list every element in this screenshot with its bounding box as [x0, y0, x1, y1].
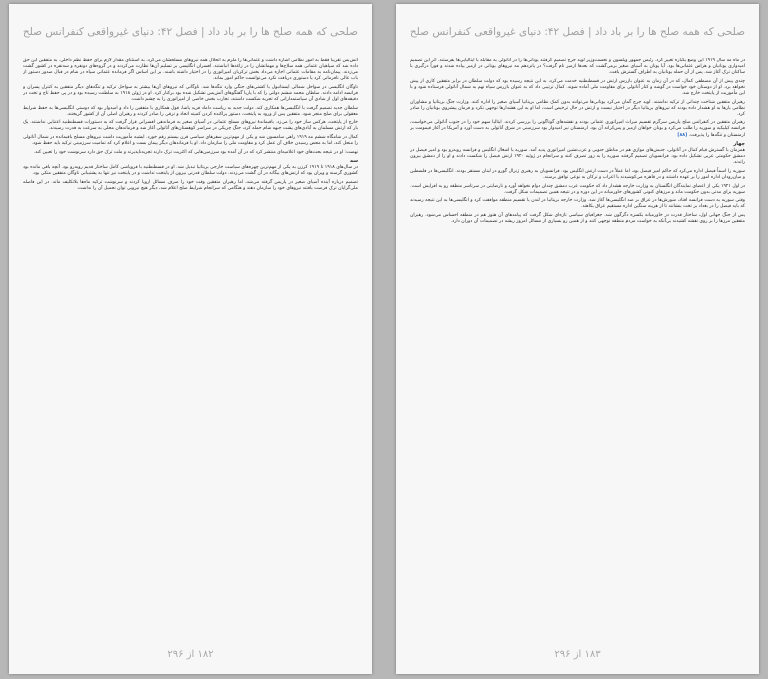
paragraph: نهضت: او در نتیجه بحث‌های خود اعلامیه‌ای منتشر کرد که در آن آمده بود سرزمین‌هایی که اکثریت ترک دارند تجزیه‌ناپذیرند و ملت ترک حق دارد سرنوشت خود را تعیین کند.	[33, 149, 358, 155]
paragraph: در ماه مه سال ۱۹۱۹ این وضع یکباره تغییر کرد. رئیس جمهور ویلسون و نخست‌وزیر لوید جرج تصمیم گرفتند یونانی‌ها را در آناتولی به مقابله با ایتالیایی‌ها بفرستند. اثر این تصمیم امیدواری یونانیان و هراس عثمانی‌ها بود. آیا یونان به آسیای صغیر برمی‌گشت که بعدها ازمیر نام گرفت؟ در پانزدهم مه نیروهای یونانی در ازمیر پیاده شدند و فوراً درگیری با ساکنان ترک آغاز شد. پس از آن حمله یونانیان به اطراف گسترش یافت.	[410, 58, 745, 76]
footnote-link[interactable]: [۸۸]	[677, 132, 688, 138]
paragraph: سلطان جدید تصمیم گرفت با انگلیسی‌ها همکاری کند. دولت جدید به ریاست داماد فرید پاشا، قول همکاری با متفقین را داد و امیدوار بود که دوستی انگلیسی‌ها به حفظ شرایط معقولی برای صلح منجر شود. متفقین پس از ورود به پایتخت، دستور پراکنده کردن کمیته اتحاد و ترقی را صادر کردند و رهبران اصلی آن از کشور گریختند.	[23, 105, 358, 117]
paragraph: تصمیم درباره آینده آسیای صغیر در پاریس گرفته می‌شد، اما رهبران متفقین وقت خود را صرف مسائل اروپا کردند و سرنوشت ترکیه ماه‌ها بلاتکلیف ماند. در این فاصله ملی‌گرایان ترک فرصت یافتند نیروهای خود را سازمان دهند و هنگامی که سرانجام شرایط صلح اعلام شد، دیگر هیچ نیرویی توان تحمیل آن را نداشت.	[23, 180, 358, 192]
section-title: چهار	[733, 141, 745, 148]
page-number: ۱۸۳ از ۲۹۶	[554, 649, 601, 660]
page-body	[23, 58, 358, 618]
left-page	[9, 4, 372, 674]
page-header: صلحی که همه صلح ها را بر باد داد | فصل ۴۲: دنیای غیرواقعی کنفرانس صلح	[410, 26, 745, 38]
paragraph: رهبران متفقین شناخت چندانی از ترکیه نداشتند. لوید جرج گمان می‌کرد یونانی‌ها می‌توانند بدون کمک نظامی بریتانیا آسیای صغیر را اداره کنند. وزارت جنگ بریتانیا و مشاوران نظامی بارها به او هشدار داده بودند که نیروهای بریتانیا دیگر در اختیار نیست و ارتش در حال ترخیص است، اما او به این هشدارها توجهی نکرد و فرمان پیشروی یونانیان را صادر کرد.	[410, 99, 745, 117]
right-page	[396, 4, 759, 674]
paragraph: در سال‌های ۱۹۱۸ تا ۱۹۱۹ کرزن به یکی از مهم‌ترین چهره‌های سیاست خارجی بریتانیا تبدیل شد. او در قسطنطنیه با فروپاشی کامل ساختار قدیم روبه‌رو بود. آنچه باقی مانده بود کشوری گرسنه و ویران بود که ارتش‌های بیگانه در آن گشت می‌زدند. دولت سلطان قدرتی بیرون از پایتخت نداشت و در پایتخت نیز تنها به پشتیبانی ناوگان متفقین متکی بود.	[23, 165, 358, 177]
page-body	[410, 58, 745, 618]
page-number: ۱۸۲ از ۲۹۶	[167, 649, 214, 660]
paragraph-with-note	[410, 120, 745, 138]
paragraph: وقتی سوریه به دست فرانسه افتاد، شورش‌ها در عراق بر ضد انگلیسی‌ها آغاز شد. وزارت خارجه بریتانیا در لندن با تقسیم منطقه موافقت کرد و انگلیسی‌ها به این نتیجه رسیدند که باید فیصل را در بغداد بر تخت بنشانند تا از هزینه سنگین اداره مستقیم عراق بکاهند.	[410, 198, 745, 210]
paragraph: سوریه را اسماً فیصل اداره می‌کرد که حاکم امیر فیصل بود، اما عملاً در دست ارتش انگلیس بود. فرانسویان به رهبری ژنرال گورو در لبنان مستقر بودند. انگلیسی‌ها در فلسطین و میان‌رودان اداره امور را بر عهده داشتند و در قاهره می‌کوشیدند با اعراب و ترکان به نوعی توافق برسند.	[410, 168, 745, 180]
paragraph: در اول ۱۹۲۱ یکی از اعضای نمایندگان انگلستان به وزارت خارجه هشدار داد که حکومت عرب دمشق چندان دوام نخواهد آورد و نارضایتی در سرتاسر منطقه رو به افزایش است. سوریه برای مدتی بدون حکومت ماند و مرزهای کنونی کشورهای خاورمیانه در این دوره و در نتیجه همین تصمیمات شکل گرفت.	[410, 183, 745, 195]
section-title: سه	[350, 158, 358, 165]
page-header: صلحی که همه صلح ها را بر باد داد | فصل ۴۲: دنیای غیرواقعی کنفرانس صلح	[23, 26, 358, 38]
paragraph: پس از جنگ جهانی اول، ساختار قدرت در خاورمیانه یکسره دگرگون شد. جغرافیای سیاسی تازه‌ای شکل گرفت که پیامدهای آن هنوز هم در منطقه احساس می‌شود. رهبران متفقین مرزها را بر روی نقشه کشیدند بی‌آنکه به خواست مردم منطقه توجهی کنند و از همین رو بسیاری از مسائل امروز ریشه در تصمیمات آن دوران دارد.	[410, 212, 745, 225]
paragraph: آتش‌بس تقریباً فقط به امور نظامی اشاره داشت و عثمانی‌ها را ملزم به انحلال همه نیروهای مسلحشان می‌کرد، به استثنای مقدار لازم برای حفظ نظم داخلی. به متفقین این حق داده شد که سپاهیان عثمانی همه سلاح‌ها و مهماتشان را در زاغه‌ها انباشتند. افسران انگلیسی بر تسلیم آن‌ها نظارت می‌کردند و در گروه‌های دونفره و سه‌نفره در کشور گشت می‌زدند. پیمان‌نامه به مقامات عثمانی اجازه می‌داد بخش ترکزبان امپراتوری را در اختیار داشته باشند. بر این اساس اگر فرمانده عثمانی سپاه در شام در قبال صدور دستور از باب عالی نافرمانی کرد یا دستوری دریافت نکرد می‌توانست حاکم امور بماند.	[23, 58, 358, 82]
paragraph: چندی پیش از آن مصطفی کمال، که در آن زمان به عنوان بازرس ارتش در قسطنطنیه خدمت می‌کرد، به این نتیجه رسیده بود که دولت سلطان در برابر متفقین کاری از پیش نخواهد برد. او از دوستان خود خواست در گوشه و کنار آناتولی برای مقاومت ملی آماده شوند. کمال ترتیبی داد که به عنوان بازرس سپاه نهم به شمال آناتولی فرستاده شود و با این مأموریت از پایتخت خارج شد.	[410, 78, 745, 96]
paragraph: ناوگان انگلیسی در سواحل شمالی ایستانبول با کشتی‌های جنگی وارد تنگه‌ها شد. ناوگانی که نیروهای آن‌ها بیشتر به سواحل ترکیه و تنگه‌های دیگر متفقین به کنترل پسران و فرانسه ادامه دادند. سلطان محمد ششم دولتی را که با پاریا گفتگوهای آتش‌بس تشکیل شده بود برکنار کرد. او در ژوئن ۱۹۱۸ به سلطنت رسیده بود و در پی حفظ تاج و تخت در دقیقه‌های اول از شادی آن سیاستمدارانی که تجربه شکست داشتند، تجارب بخش خاصی از امپراتوری را به چشم داشت.	[23, 84, 358, 103]
paragraph-text: رهبران متفقین در کنفرانس صلح پاریس سرگرم تقسیم میراث امپراتوری عثمانی بودند و نقشه‌های گوناگونی را بررسی کردند. ایتالیا سهم خود را در جنوب آناتولی می‌خواست، فرانسه کیلیکیه و سوریه را طلب می‌کرد و یونان خواهان ازمیر و پس‌کرانه آن بود. ارمنستان نیز امیدوار بود سرزمینی در شرق آناتولی به دست آورد و آمریکا در آغاز قیمومت بر ارمنستان و تنگه‌ها را پذیرفت.	[410, 120, 745, 138]
paragraph: همزمان با گسترش قیام کمال در آناتولی، جنبش‌های موازی هم در مناطق جنوبی و عرب‌نشین امپراتوری پدید آمد. سوریه با اشغال انگلیس و فرانسه روبه‌رو بود و امیر فیصل در دمشق حکومتی عربی تشکیل داده بود. فرانسویان تصمیم گرفتند سوریه را به زور تصرف کنند و سرانجام در ژوئیه ۱۹۲۰ ارتش فیصل را شکست دادند و او را از دمشق بیرون راندند.	[410, 148, 745, 166]
paragraph: کمال در شامگاه ششم مه ۱۹۱۹ راهی سامسون شد و یکی از مهم‌ترین سفرهای سیاسی قرن بیستم رقم خورد. ایشبه مأموریت داشت نیروهای مسلح باقیمانده در شمال آناتولی را منحل کند، اما به محض رسیدن خلاف آن عمل کرد و مقاومت ملی را سازمان داد. او با فرماندهان دیگر پیمان بست و اعلام کرد که تمامیت سرزمینی ترکیه باید حفظ شود.	[23, 135, 358, 147]
paragraph: خارج از پایتخت، هرکس ساز خود را می‌زد. باقیماندهٔ نیروهای مسلح عثمانی در آسیای صغیر به فرماندهی افسرانی قرار گرفت که به دستورات قسطنطنیه اعتنایی نداشتند. یک بار که ارتش مسلمان به آبادی‌های پشت جبهه شام حمله کرد، جنگ چریکی در سراسر کوهستان‌های آناتولی آغاز شد و فرماندهان محلی به سرعت به قدرت رسیدند.	[23, 120, 358, 132]
